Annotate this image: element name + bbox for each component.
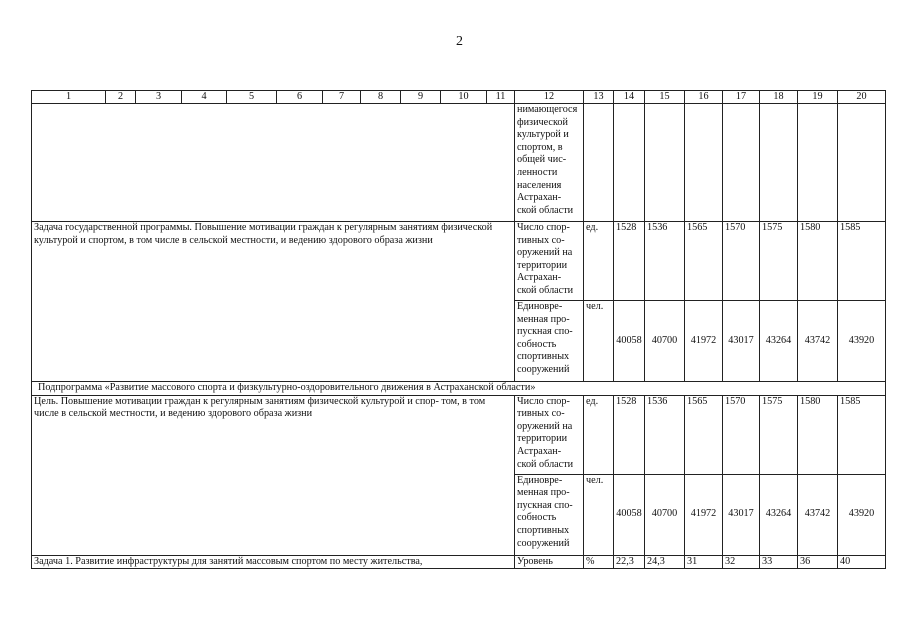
column-header: 3 xyxy=(136,91,182,104)
value-cell: 33 xyxy=(760,555,798,569)
column-header: 12 xyxy=(515,91,584,104)
value-cell: 1570 xyxy=(723,222,760,301)
task1-cell: Задача 1. Развитие инфраструктуры для занятий массовым спортом по месту жительства, xyxy=(32,555,515,569)
indicator-name-cell: Единовре- менная про- пускная спо- собность спортивных сооружений xyxy=(515,474,584,555)
column-header: 20 xyxy=(838,91,886,104)
value-cell: 43264 xyxy=(760,301,798,382)
column-header: 11 xyxy=(487,91,515,104)
value-cell: 43264 xyxy=(760,474,798,555)
unit-cell xyxy=(584,104,614,222)
value-cell: 32 xyxy=(723,555,760,569)
value-cell: 1536 xyxy=(645,395,685,474)
value-cell: 43920 xyxy=(838,474,886,555)
unit-cell: ед. xyxy=(584,222,614,301)
indicator-name-cell: Число спор- тивных со- оружений на территории Астрахан- ской области xyxy=(515,395,584,474)
value-cell: 1575 xyxy=(760,395,798,474)
value-cell: 43742 xyxy=(798,474,838,555)
task1-row xyxy=(32,555,886,569)
indicator-name-cell: Единовре- менная про- пускная спо- собность спортивных сооружений xyxy=(515,301,584,382)
value-cell: 1580 xyxy=(798,222,838,301)
value-cell: 31 xyxy=(685,555,723,569)
value-cell: 41972 xyxy=(685,301,723,382)
value-cell: 1536 xyxy=(645,222,685,301)
value-cell: 24,3 xyxy=(645,555,685,569)
column-header: 9 xyxy=(401,91,441,104)
column-header: 19 xyxy=(798,91,838,104)
value-cell: 40058 xyxy=(614,474,645,555)
value-cell xyxy=(685,104,723,222)
value-cell: 40700 xyxy=(645,474,685,555)
value-cell: 1585 xyxy=(838,222,886,301)
value-cell: 1580 xyxy=(798,395,838,474)
unit-cell: чел. xyxy=(584,474,614,555)
value-cell: 40058 xyxy=(614,301,645,382)
value-cell: 1565 xyxy=(685,222,723,301)
value-cell: 43920 xyxy=(838,301,886,382)
continuation-row xyxy=(32,104,886,222)
column-header: 15 xyxy=(645,91,685,104)
state-task-row xyxy=(32,222,886,301)
goal-row xyxy=(32,395,886,474)
column-header: 1 xyxy=(32,91,106,104)
value-cell: 22,3 xyxy=(614,555,645,569)
task-cell xyxy=(32,104,515,222)
value-cell: 1528 xyxy=(614,395,645,474)
column-header: 4 xyxy=(182,91,227,104)
value-cell: 43017 xyxy=(723,301,760,382)
state-task-cell: Задача государственной программы. Повышение мотивации граждан к регулярным занятиям физической культурой и спортом, в том числе в сельской местности, и ведению здорового образа жизни xyxy=(32,222,515,382)
value-cell xyxy=(723,104,760,222)
value-cell: 1575 xyxy=(760,222,798,301)
column-header: 13 xyxy=(584,91,614,104)
unit-cell: чел. xyxy=(584,301,614,382)
value-cell: 1585 xyxy=(838,395,886,474)
value-cell xyxy=(614,104,645,222)
column-header: 7 xyxy=(323,91,361,104)
column-number-row xyxy=(32,91,886,104)
value-cell xyxy=(645,104,685,222)
goal-cell: Цель. Повышение мотивации граждан к регулярным занятиям физической культурой и спор- том, в том числе в сельской местности, и ведению здорового образа жизни xyxy=(32,395,515,555)
value-cell: 1570 xyxy=(723,395,760,474)
subprogram-row xyxy=(32,382,886,396)
column-header: 18 xyxy=(760,91,798,104)
value-cell xyxy=(838,104,886,222)
value-cell: 1528 xyxy=(614,222,645,301)
column-header: 8 xyxy=(361,91,401,104)
value-cell xyxy=(760,104,798,222)
page-number: 2 xyxy=(456,34,463,49)
unit-cell: ед. xyxy=(584,395,614,474)
subprogram-title: Подпрограмма «Развитие массового спорта и физкультурно-оздоровительного движения в Астраханской области» xyxy=(32,382,886,396)
value-cell: 43742 xyxy=(798,301,838,382)
value-cell: 40 xyxy=(838,555,886,569)
value-cell: 41972 xyxy=(685,474,723,555)
value-cell xyxy=(798,104,838,222)
column-header: 6 xyxy=(277,91,323,104)
column-header: 5 xyxy=(227,91,277,104)
column-header: 10 xyxy=(441,91,487,104)
value-cell: 1565 xyxy=(685,395,723,474)
unit-cell: % xyxy=(584,555,614,569)
program-indicators-table xyxy=(31,90,886,569)
value-cell: 36 xyxy=(798,555,838,569)
value-cell: 43017 xyxy=(723,474,760,555)
indicator-name-cell: Число спор- тивных со- оружений на территории Астрахан- ской области xyxy=(515,222,584,301)
column-header: 16 xyxy=(685,91,723,104)
column-header: 14 xyxy=(614,91,645,104)
indicator-name-cell: Уровень xyxy=(515,555,584,569)
column-header: 17 xyxy=(723,91,760,104)
column-header: 2 xyxy=(106,91,136,104)
indicator-name-cell: нимающегося физической культурой и спортом, в общей чис- ленности населения Астрахан- ской области xyxy=(515,104,584,222)
value-cell: 40700 xyxy=(645,301,685,382)
